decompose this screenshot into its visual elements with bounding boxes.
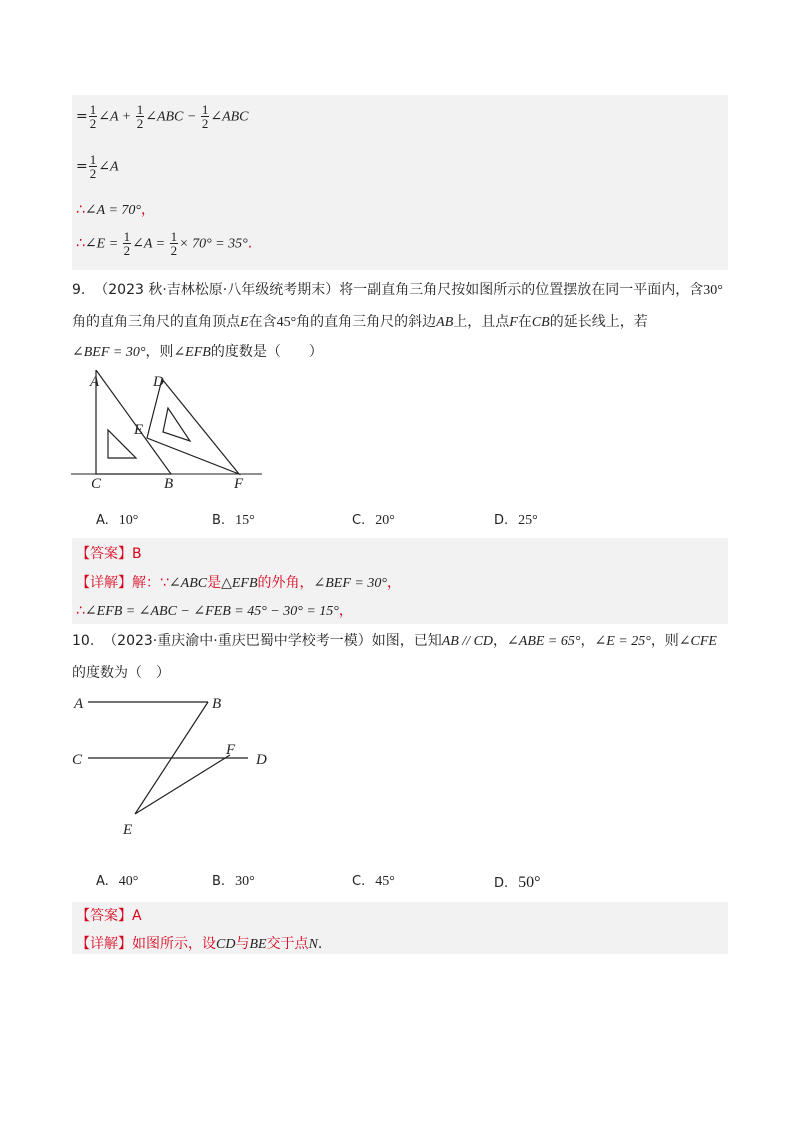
label-A: A [74, 696, 84, 712]
fraction: $\frac{1}{2}$ [170, 229, 178, 258]
q10-option-b[interactable]: B. 30° [212, 874, 255, 889]
fraction: $\frac{1}{2}$ [123, 229, 131, 258]
question-source: （2023 秋·吉林松原·八年级统考期末） [94, 282, 340, 298]
solution-line-4: ∴∠E = $\frac{1}{2}$ ∠A = $\frac{1}{2}$ × 70° = 35°. [76, 229, 253, 258]
q9-line-1: 9. （2023 秋·吉林松原·八年级统考期末）将一副直角三角尺按如图所示的位置摆放在同一平面内，含30° [72, 282, 723, 298]
q9-detail-1: 【详解】解：∵∠ABC是△EFB的外角，∠BEF = 30°， [76, 575, 401, 591]
q10-line-2: 的度数为（ ） [72, 665, 170, 681]
q9-figure [66, 370, 266, 495]
label-C: C [91, 476, 102, 492]
q9-detail-2: ∴∠EFB = ∠ABC − ∠FEB = 45° − 30° = 15°， [76, 603, 353, 619]
solution-line-1: = $\frac{1}{2}$ ∠A + $\frac{1}{2}$ ∠ABC − $\frac{1}{2}$ ∠ABC [76, 102, 249, 131]
q10-line-1: 10. （2023·重庆渝中·重庆巴蜀中学校考一模）如图，已知AB // CD，∠ABE = 65°，∠E = 25°，则∠CFE [72, 633, 717, 649]
label-E: E [123, 822, 133, 838]
q10-answer: 【答案】A [76, 908, 142, 924]
label-F: F [226, 742, 236, 758]
label-F: F [234, 476, 244, 492]
q10-option-a[interactable]: A. 40° [96, 874, 139, 889]
label-A: A [90, 374, 100, 390]
solution-line-2: = $\frac{1}{2}$ ∠A [76, 152, 119, 181]
fraction: $\frac{1}{2}$ [201, 102, 209, 131]
label-B: B [164, 476, 174, 492]
q10-option-d[interactable]: D. 50° [494, 874, 541, 891]
q9-option-c[interactable]: C. 20° [352, 513, 395, 528]
solution-line-3: ∴∠A = 70°， [76, 202, 155, 218]
inner-triangle-30 [163, 408, 190, 441]
q9-line-3: ∠BEF = 30°，则∠EFB的度数是（ ） [72, 344, 323, 360]
inner-triangle-45 [108, 430, 136, 458]
label-D: D [153, 374, 164, 390]
label-D: D [256, 752, 267, 768]
q10-figure [66, 688, 286, 840]
q9-option-a[interactable]: A. 10° [96, 513, 139, 528]
fraction: $\frac{1}{2}$ [89, 152, 97, 181]
q9-option-d[interactable]: D. 25° [494, 513, 538, 528]
q9-option-b[interactable]: B. 15° [212, 513, 255, 528]
label-E: E [134, 422, 144, 438]
q9-answer: 【答案】B [76, 546, 142, 562]
fraction: $\frac{1}{2}$ [136, 102, 144, 131]
label-C: C [72, 752, 83, 768]
label-B: B [212, 696, 222, 712]
q10-option-c[interactable]: C. 45° [352, 874, 395, 889]
question-source: （2023·重庆渝中·重庆巴蜀中学校考一模） [103, 633, 372, 649]
question-number: 10. [72, 633, 95, 649]
q10-detail: 【详解】如图所示，设CD与BE交于点N. [76, 936, 323, 952]
q9-line-2: 角的直角三角尺的直角顶点E在含45°角的直角三角尺的斜边AB上，且点F在CB的延长线上，若 [72, 314, 648, 330]
question-number: 9. [72, 282, 86, 298]
fraction: $\frac{1}{2}$ [89, 102, 97, 131]
